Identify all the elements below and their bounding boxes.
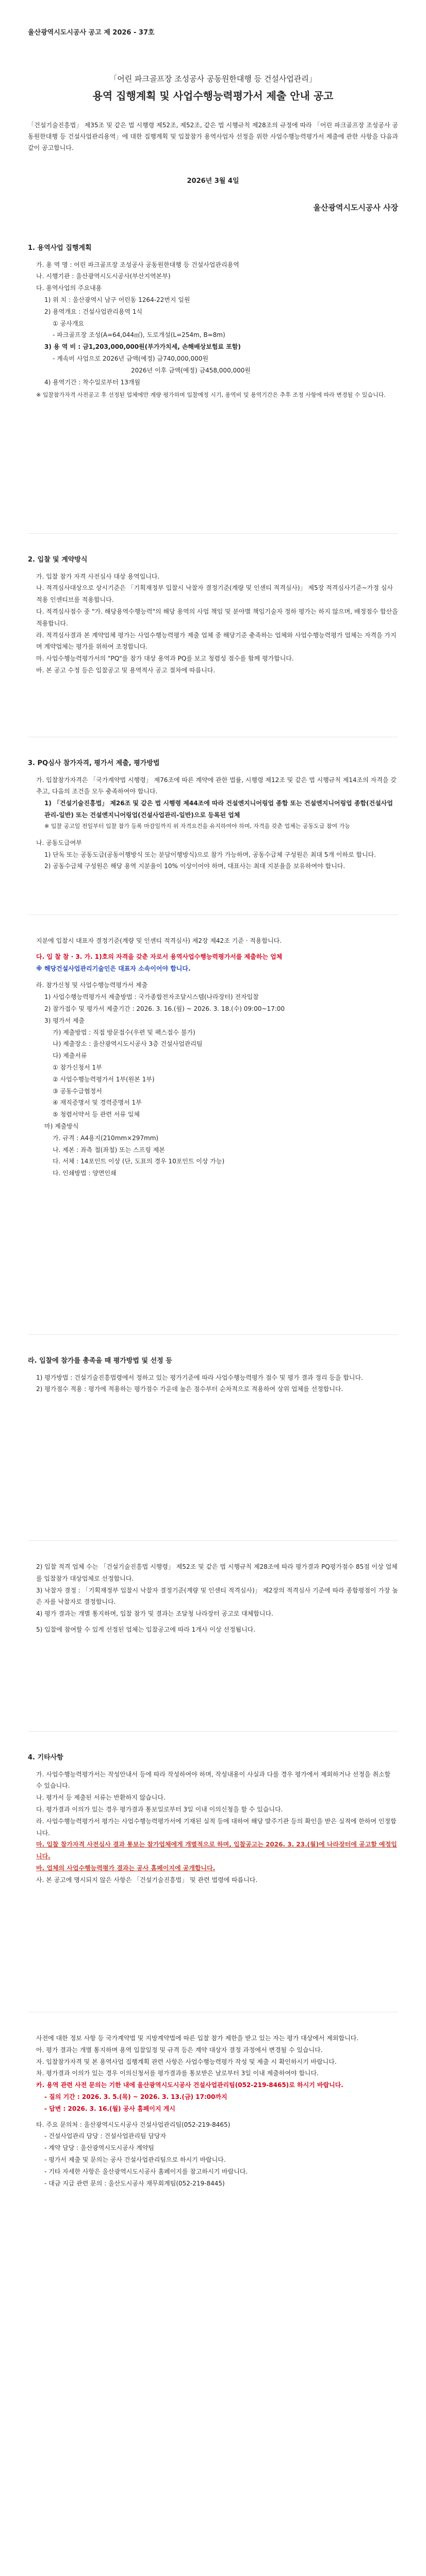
- highlight-note: 바. 업체의 사업수행능력평가 결과는 공사 홈페이지에 공개합니다.: [36, 1865, 216, 1872]
- list-item: 다. 인쇄방법 : 양면인쇄: [53, 1170, 117, 1177]
- notice-subtitle: 「어린 파크골프장 조성공사 공동원한대행 등 건설사업관리」: [109, 74, 317, 83]
- list-item: 가. 입찰 참가 자격 사전심사 대상 용역입니다.: [36, 572, 160, 580]
- list-item: 마. 사업수행능력평가서의 "PQ"를 참가 대상 용역과 PQ를 보고 청렴성 점수를 함께 평가합니다.: [36, 655, 294, 663]
- list-item: 3) 낙찰자 결정 : 「기획재정부 입찰시 낙찰자 결정기준(계량 및 인센티 적격심사)」 제2장의 적격심사 기준에 따라 종합평점이 가장 높은 자를 낙찰자로 결정합니다.: [36, 1586, 398, 1606]
- list-item: 나. 적격심사대상으로 상시기준은 「기획재정부 입찰시 낙찰자 결정기준(계량 및 인센티 적격심사)」 제5장 적격심사기준~가정 심사 적용 인센티브를 적용합니다.: [36, 584, 393, 604]
- section-heading: 3. PQ심사 참가자격, 평가서 제출, 평가방법: [28, 759, 160, 767]
- list-item: 2) 용역개요 : 건설사업관리용역 1식: [44, 308, 142, 315]
- highlight-note: ※ 해당건설사업관리기술인은 대표자 소속이어야 합니다.: [36, 964, 191, 972]
- list-item: 자. 입찰참가자격 및 본 용역사업 집행계획 관련 사항은 사업수행능력평가 작성 및 제출 시 확인하시기 바랍니다.: [36, 2058, 337, 2065]
- section-pq-submission: [28, 935, 398, 1179]
- list-item: 가. 규격 : A4용지(210mm×297mm): [53, 1134, 159, 1142]
- list-item: 1) 위 치 : 울산광역시 남구 어린동 1264-22번지 일원: [44, 296, 190, 304]
- list-item: 가. 사업수행능력평가서는 작성안내서 등에 따라 작성하여야 하며, 작성내용이 사실과 다를 경우 평가에서 제외하거나 선정을 취소할 수 있습니다.: [36, 1770, 391, 1790]
- notice-date: 2026년 3월 4일: [187, 177, 239, 185]
- list-item: - 파크골프장 조성(A=64,044㎡), 도로개설(L=254m, B=8m): [53, 331, 225, 339]
- list-item: 2) 평가점수 적용 : 평가에 적용하는 평가점수 가운데 높은 점수부터 순차적으로 적용하여 상위 업체를 선정합니다.: [36, 1385, 343, 1393]
- list-item: 2026년 이후 금액(예정) 금458,000,000원: [131, 366, 251, 374]
- section-contacts: [28, 2032, 398, 2189]
- divider: [28, 914, 398, 915]
- list-item: ⑤ 청렴서약서 등 관련 서류 일체: [53, 1111, 140, 1118]
- list-item: 가) 제출방법 : 직접 방문접수(우편 및 팩스접수 불가): [53, 1028, 195, 1036]
- section-heading: 라. 입찰에 참가를 총족을 때 평가방법 및 선정 등: [28, 1357, 172, 1365]
- list-item: 바. 본 공고 수정 등은 입찰공고 및 용역적사 공고 절차에 따릅니다.: [36, 667, 216, 674]
- section-evaluation-method: [28, 1355, 398, 1395]
- highlight-note: 마. 입찰 참가자격 사전심사 결과 통보는 참가업체에게 개별적으로 하며, 입찰공고는 2026. 3. 23.(월)에 나라장터에 공고할 예정입니다.: [36, 1841, 397, 1860]
- section-heading: 1. 용역사업 집행계획: [28, 244, 92, 252]
- divider: [28, 1731, 398, 1732]
- list-item: 2) 공동수급체 구성원은 해당 용역 지분율이 10% 이상이어야 하며, 대표사는 최대 지분율을 보유하여야 합니다.: [44, 862, 346, 870]
- notice-number: 울산광역시도시공사 공고 제 2026 - 37호: [28, 29, 155, 37]
- list-item: 1) 「건설기술진흥법」 제26조 및 같은 법 시행령 제44조에 따라 건설엔지니어링업 종합 또는 건설엔지니어링업 종합(건설사업관리-일반) 또는 건설엔지니어링업(건설사업관리-일반)으로 등록된 업체: [44, 800, 393, 819]
- list-item: ① 공사개요: [53, 319, 84, 327]
- list-item: 3) 평가서 제출: [44, 1016, 85, 1024]
- section-note: ※ 입찰참가자격 사전공고 후 선정된 업체에만 계량 평가하며 입찰예정 시기, 용역비 및 용역기간은 추후 조정 사항에 따라 변경될 수 있습니다.: [36, 392, 386, 399]
- list-item: 나. 시행기관 : 울산광역시도시공사(부산지역본부): [36, 273, 171, 280]
- list-item: - 평가서 제출 및 문의는 공사 건설사업관리팀으로 하시기 바랍니다.: [44, 2156, 226, 2163]
- list-item: 2) 참가접수 및 평가서 제출기간 : 2026. 3. 16.(월) ~ 2026. 3. 18.(수) 09:00~17:00: [44, 1005, 285, 1012]
- list-item: 가. 입찰참가자격은 「국가계약법 시행령」 제76조에 따른 계약에 관한 법률, 시행령 제12조 및 같은 법 시행규칙 제14조의 자격을 갖추고, 다음의 조건을 모두 충족하여야 합니다.: [36, 776, 397, 795]
- list-item: 사. 본 공고에 명시되지 않은 사항은 「건설기술진흥법」 및 관련 법령에 따릅니다.: [36, 1876, 258, 1884]
- list-item: 4) 평가 결과는 개별 통지하며, 입찰 참가 및 결과는 조달청 나라장터 공고로 대체합니다.: [36, 1610, 273, 1618]
- list-item: 3) 용 역 비 : 금1,203,000,000원(부가가치세, 손해배상보험료 포함): [44, 343, 241, 351]
- section-contract-method: [28, 554, 398, 676]
- section-note: 5) 입찰에 참여할 수 있게 선정된 업체는 입찰공고에 따라 1개사 이상 선정됩니다.: [36, 1625, 256, 1633]
- signatory: 울산광역시도시공사 사장: [313, 203, 398, 212]
- divider: [28, 1334, 398, 1335]
- list-item: 다) 제출서류: [53, 1052, 87, 1060]
- list-item: 가. 용 역 명 : 어린 파크골프장 조성공사 공동원한대행 등 건설사업관리용역: [36, 261, 239, 268]
- intro-paragraph: 「건설기술진흥법」 제35조 및 같은 법 시행령 제52조, 제52조, 같은 법 시행규칙 제28조의 규정에 따라 「어린 파크골프장 조성공사 공동원한대행 등 건설사업관리용역」에 대한 집행계획 및 입찰참가 용역사업자 선정을 위한 사업수행능력평가서 제출에 관한 사항을 다음과 같이 공고합니다.: [28, 122, 398, 152]
- section-heading: 2. 입찰 및 계약방식: [28, 556, 88, 564]
- list-item: 사전에 대한 정보 사항 등 국가계약법 및 지방계약법에 따른 입찰 참가 제한을 받고 있는 자는 평가 대상에서 제외합니다.: [36, 2035, 359, 2042]
- list-item: - 계속비 사업으로 2026년 금액(예정) 금740,000,000원: [53, 355, 208, 363]
- list-item: 차. 평가결과 이의가 있는 경우 이의신청서를 평가결과를 통보받은 날로부터 3일 이내 제출하여야 합니다.: [36, 2070, 319, 2077]
- highlight-note: - 질의 기간 : 2026. 3. 5.(목) ~ 2026. 3. 13.(금) 17:00까지: [44, 2093, 227, 2100]
- list-item: 타. 주요 문의처 : 울산광역시도시공사 건설사업관리팀(052-219-8465): [36, 2121, 231, 2128]
- section-pq-eligibility: [28, 757, 398, 872]
- list-item: 라. 적격심사결과 본 계약업체 평가는 사업수행능력평가 제출 업체 중 해당기준 충족하는 업체와 사업수행능력평가 업체는 자격을 가지며 계약업체는 평가를 위하여 조정합니다.: [36, 631, 397, 651]
- list-item: 2) 입찰 적격 업체 수는 「건설기술진흥법 시행령」 제52조 및 같은 법 시행규칙 제28조에 따라 평가결과 PQ평가점수 85점 이상 업체를 입찰참가 대상업체로 선정합니다.: [36, 1563, 398, 1582]
- list-item: - 대금 지급 관련 문의 : 울산도시공사 재무회계팀(052-219-8445): [44, 2179, 225, 2187]
- list-item: 나. 제본 : 좌측 철(좌철) 또는 스프링 제본: [53, 1146, 165, 1154]
- list-item: 4) 용역기간 : 착수일로부터 13개월: [44, 378, 140, 386]
- list-item: 1) 단독 또는 공동도급(공동이행방식 또는 분담이행방식)으로 참가 가능하며, 공동수급체 구성원은 최대 5개 이하로 합니다.: [44, 851, 376, 858]
- section-heading: 4. 기타사항: [28, 1754, 63, 1761]
- list-item: 1) 평가방법 : 건설기술진흥법령에서 정하고 있는 평가기준에 따라 사업수행능력평가 점수 및 평가 결과 정리 등을 합니다.: [36, 1374, 363, 1381]
- list-item: 다. 용역사업의 주요내용: [36, 284, 102, 292]
- highlight-note: - 답변 : 2026. 3. 16.(월) 공사 홈페이지 게시: [44, 2105, 175, 2112]
- list-item: 나. 평가서 등 제출된 서류는 반환하지 않습니다.: [36, 1794, 166, 1802]
- divider: [28, 1540, 398, 1541]
- list-item: 마) 제출방식: [44, 1122, 79, 1130]
- body-text: 지분에 입찰시 대표자 결정기준(계량 및 인센티 적격심사) 제2장 제42조 기준 · 적용합니다.: [36, 937, 282, 944]
- list-item: 다. 적격심사점수 중 "가. 해당용역수행능력"의 해당 용역의 사업 책임 및 분야별 책임기술자 정하 평가는 하지 않으며, 배정점수 합산을 적용합니다.: [36, 608, 398, 627]
- section-project-plan: [28, 242, 398, 401]
- list-item: ② 사업수행능력평가서 1부(원본 1부): [53, 1075, 155, 1083]
- list-item: ③ 공동수급협정서: [53, 1087, 102, 1095]
- divider: [28, 533, 398, 534]
- list-item: 라. 사업수행능력평가서 평가는 사업수행능력평가서에 기재된 실적 등에 대하여 해당 발주기관 등의 확인을 받은 실적에 한하여 인정합니다.: [36, 1817, 397, 1837]
- list-item: - 건설사업관리 담당 : 건설사업관리팀 담당자: [44, 2132, 167, 2140]
- section-selection: [28, 1561, 398, 1636]
- list-item: ① 참가신청서 1부: [53, 1063, 102, 1071]
- section-misc: [28, 1752, 398, 1886]
- list-item: 나. 공동도급여부: [36, 839, 82, 846]
- list-item: 다. 평가결과 이의가 있는 경우 평가결과 통보일로부터 3일 이내 이의신청을 할 수 있습니다.: [36, 1806, 283, 1814]
- list-item: 다. 서체 : 14포인트 이상 (단, 도표의 경우 10포인트 이상 가능): [53, 1158, 225, 1165]
- list-item: 아. 평가 결과는 개별 통지하며 용역 입찰일정 및 규격 등은 계약 대상자 결정 과정에서 변경될 수 있습니다.: [36, 2046, 323, 2054]
- list-item: 나) 제출장소 : 울산광역시도시공사 3층 건설사업관리팀: [53, 1040, 203, 1048]
- list-item: ④ 재직증명서 및 경력증명서 1부: [53, 1099, 142, 1107]
- list-item: - 기타 자세한 사항은 울산광역시도시공사 홈페이지를 참고하시기 바랍니다.: [44, 2167, 248, 2175]
- list-item: 라. 참가신청 및 사업수행능력평가서 제출: [36, 981, 148, 989]
- list-item: - 계약 담당 : 울산광역시도시공사 계약팀: [44, 2144, 154, 2152]
- notice-title: 용역 집행계획 및 사업수행능력평가서 제출 안내 공고: [92, 90, 334, 102]
- list-item: ※ 입찰 공고일 전일부터 입찰 참가 등록 마감일까지 위 자격요건을 유지하여야 하며, 자격을 갖춘 업체는 공동도급 참여 가능: [44, 822, 350, 829]
- highlight-note: 다. 입 찰 참 · 3. 가. 1)호의 자격을 갖춘 자로서 용역사업수행능력평가서를 제출하는 업체: [36, 953, 283, 960]
- list-item: 1) 사업수행능력평가서 제출방법 : 국가종합전자조달시스템(나라장터) 전자입찰: [44, 993, 259, 1001]
- highlight-note: 카. 용역 관련 사전 문의는 기한 내에 울산광역시도시공사 건설사업관리팀(052-219-8465)로 하시기 바랍니다.: [36, 2081, 343, 2089]
